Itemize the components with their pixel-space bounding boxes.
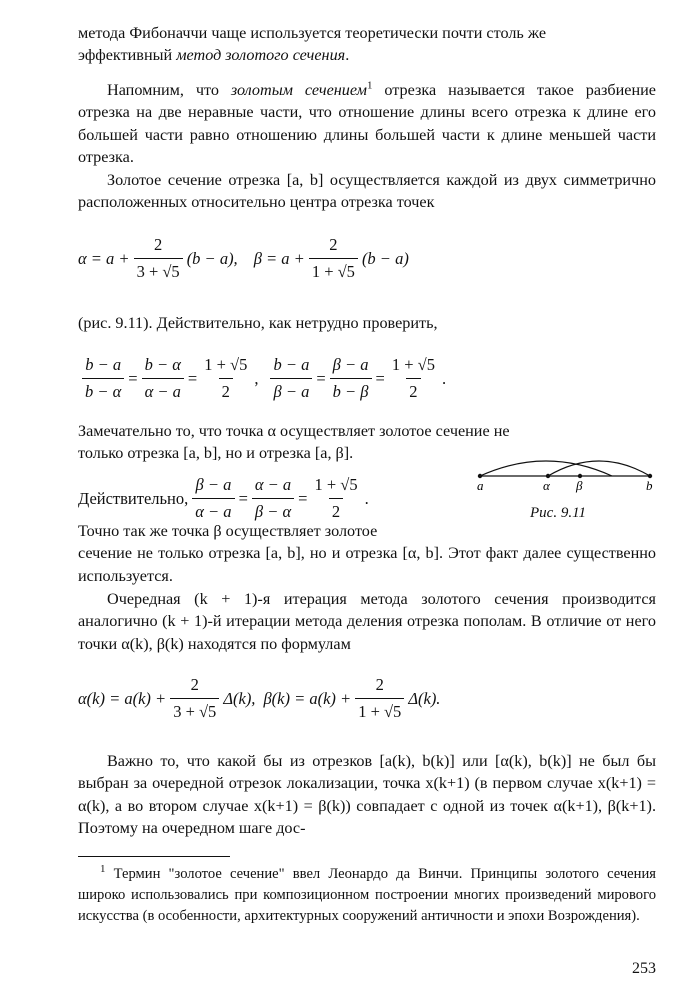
paragraph-1 — [78, 22, 656, 67]
label-b: b — [646, 478, 653, 493]
fraction: $\frac{2}{3 + √5}$ — [170, 674, 219, 724]
fraction: $\frac{\alpha - a}{\beta - \alpha}$ — [252, 474, 294, 524]
fraction: $\frac{1 + √5}{2}$ — [311, 474, 360, 524]
footnote-mark: 1 — [367, 79, 373, 92]
label-a: a — [477, 478, 484, 493]
paragraph-4: (рис. 9.11). Действительно, как нетрудно проверить, — [78, 314, 438, 332]
text-line: метода Фибоначчи чаще используется теоретически почти столь же — [78, 24, 547, 42]
paragraph-5: Замечательно то, что точка α осуществляет золотое сечение не только отрезка [a, b], но и отрезка [a, β]. — [78, 422, 510, 463]
label-alpha: α — [543, 478, 550, 493]
fraction: $\frac{2}{1 + √5}$ — [355, 674, 404, 724]
fraction: $\frac{2}{3 + √5}$ — [134, 234, 183, 284]
text-line: . — [345, 46, 350, 65]
paragraph-6: Точно так же точка β осуществляет золотое сечение не только отрезка [a, b], но и отрезка [α, b]. Этот факт далее существенно используется. — [78, 522, 656, 585]
fraction: $\frac{\beta - a}{b - \beta}$ — [330, 354, 372, 404]
paragraph-8: Важно то, что какой бы из отрезков [a(k), b(k)] или [α(k), b(k)] не был бы выбран за очередной отрезок локализации, точка x(k+1) (в первом случае x(k+1) = α(k), а во втором случае x(k+1) = β(k)) совпадает с одной из точек α(k+1), β(k+1). Поэтому на очередном шаге дос- — [78, 752, 656, 837]
fraction: $\frac{1 + √5}{2}$ — [389, 354, 438, 404]
arc-alpha-b — [548, 461, 650, 476]
text-line: эффективный — [78, 46, 177, 65]
fraction: $\frac{b - \alpha}{\alpha - a}$ — [142, 354, 184, 404]
fraction: $\frac{b - a}{b - \alpha}$ — [82, 354, 124, 404]
page-number: 253 — [632, 960, 656, 977]
fraction: $\frac{2}{1 + √5}$ — [309, 234, 358, 284]
paragraph-2: Напомним, что золотым сечением$^1$ отрезка называется такое разбиение отрезка на две неравные части, что отношение длины всего отрезка к длине его большей части равно отношению длины большей части к длине меньшей части отрезка. — [78, 79, 656, 166]
equation-alpha-beta: α = a + $\frac{2}{3 + √5}$ (b − a), β = a + $\frac{2}{1 + √5}$ (b − a) — [78, 234, 409, 284]
paragraph-7: Очередная (k + 1)-я итерация метода золотого сечения производится аналогично (k + 1)-й итерации метода деления отрезка пополам. В отличие от него точки α(k), β(k) находятся по формулам — [78, 590, 656, 653]
fraction: $\frac{b - a}{\beta - a}$ — [270, 354, 312, 404]
equation-ratios: $\frac{b - a}{b - \alpha}$ = $\frac{b - \alpha}{\alpha - a}$ = $\frac{1 + √5}{2}$ , $\frac{b - a}{\beta - a}$ = $\frac{\beta - a}{b - \beta}$ = $\frac{1 + √5}{2}$ . — [78, 354, 446, 404]
fraction: $\frac{\beta - a}{\alpha - a}$ — [192, 474, 234, 524]
equation-golden-check: Действительно, $\frac{\beta - a}{\alpha - a}$ = $\frac{\alpha - a}{\beta - \alpha}$ = $\frac{1 + √5}{2}$ . — [78, 474, 369, 524]
figure-caption: Рис. 9.11 — [530, 505, 586, 521]
arc-a-beta — [480, 461, 612, 476]
equation-iteration: α(k) = a(k) + $\frac{2}{3 + √5}$ Δ(k), β(k) = a(k) + $\frac{2}{1 + √5}$ Δ(k). — [78, 674, 440, 724]
footnote-rule — [78, 856, 230, 857]
footnote: $^1$ Термин "золотое сечение" ввел Леонардо да Винчи. Принципы золотого сечения широко использовались при композиционном построении многих произведений мирового искусства (в особенности, архитектурных сооружений античности и эпохи Возрождения). — [78, 863, 656, 924]
footnote-mark: 1 — [100, 863, 106, 876]
label-beta: β — [576, 478, 583, 493]
italic-term: метод золотого сечения — [176, 46, 346, 65]
fraction: $\frac{1 + √5}{2}$ — [201, 354, 250, 404]
paragraph-3: Золотое сечение отрезка [a, b] осуществляется каждой из двух симметрично расположенных относительно центра отрезка точек — [78, 171, 656, 212]
italic-term: золотым сечением — [230, 81, 367, 99]
